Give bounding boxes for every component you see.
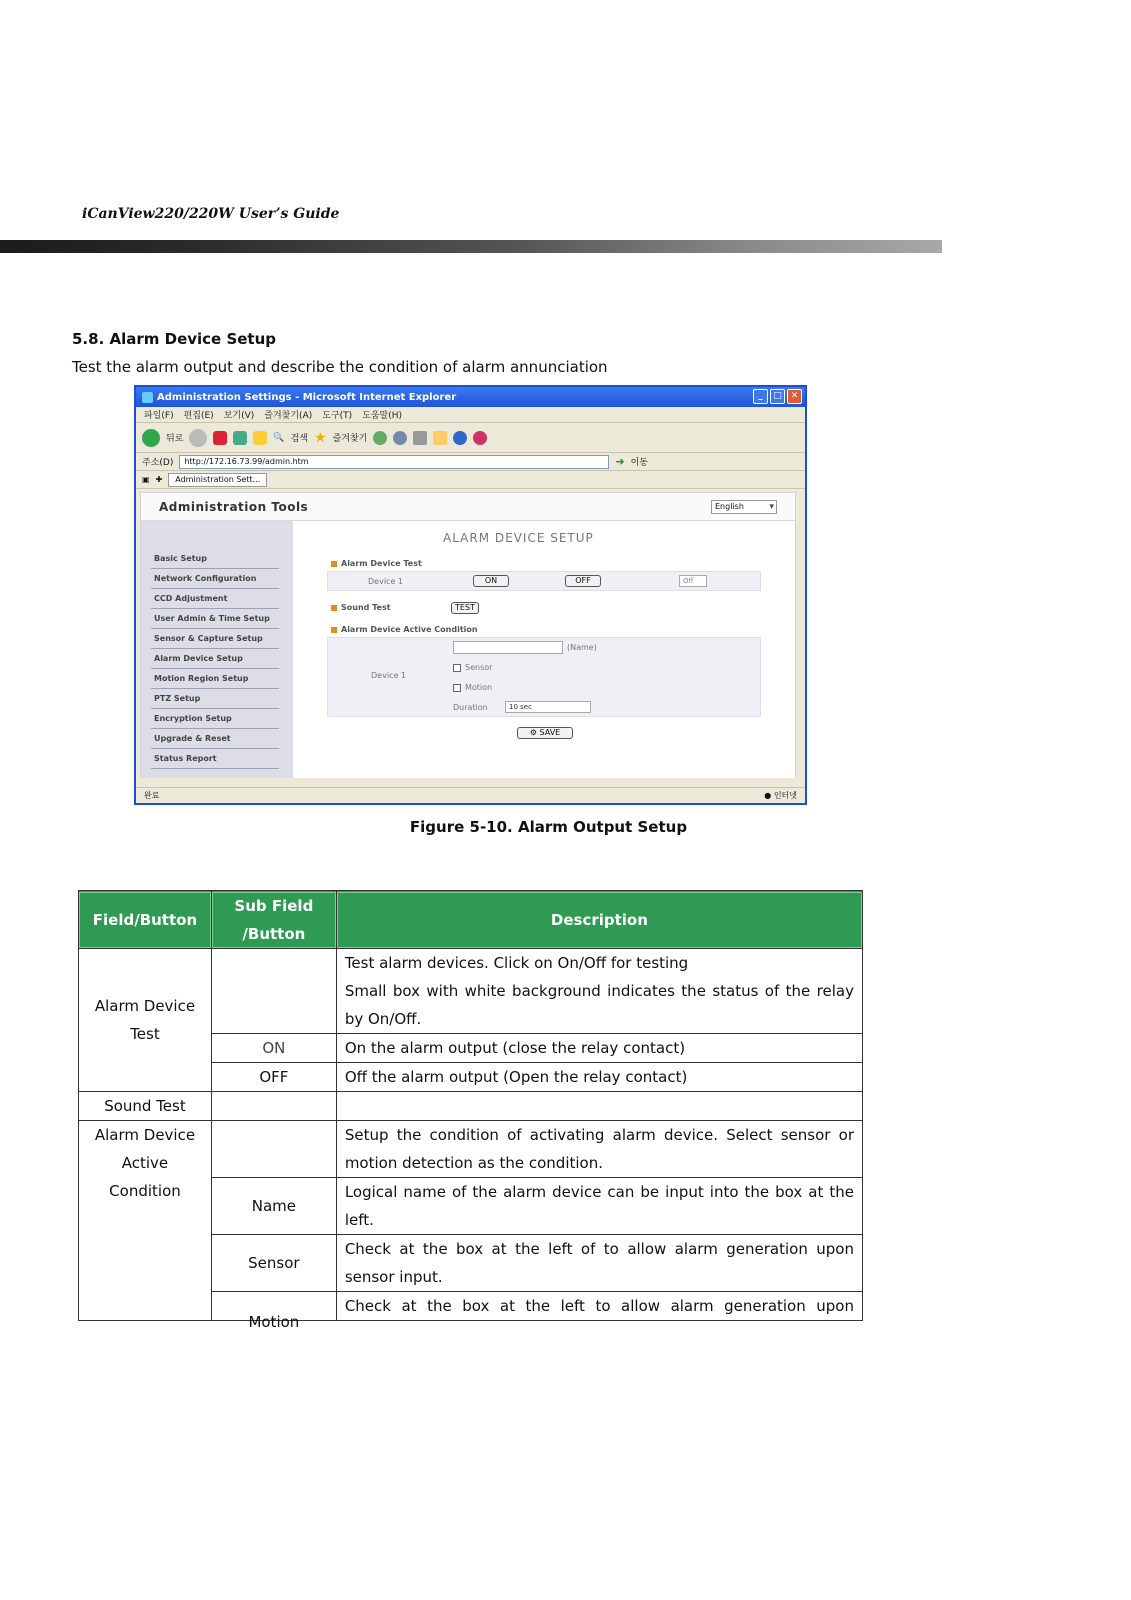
on-button[interactable]: ON bbox=[473, 575, 509, 587]
sub-empty bbox=[211, 1092, 336, 1121]
bullet-icon bbox=[331, 561, 337, 567]
menu-help[interactable]: 도움말(H) bbox=[362, 411, 403, 421]
status-zone: ● 인터넷 bbox=[764, 791, 797, 800]
desc-name: Logical name of the alarm device can be input into the box at the left. bbox=[336, 1178, 862, 1235]
field-alarm-device-active-condition: Alarm Device Active Condition bbox=[79, 1121, 212, 1321]
sidebar-item-encryption-setup[interactable]: Encryption Setup bbox=[151, 709, 279, 729]
sidebar-item-ptz-setup[interactable]: PTZ Setup bbox=[151, 689, 279, 709]
address-bar bbox=[136, 453, 805, 471]
document-header-title: iCanView220/220W User’s Guide bbox=[82, 206, 340, 222]
sound-test-button[interactable]: TEST bbox=[451, 602, 479, 614]
tab-list-icon[interactable]: ▣ bbox=[142, 475, 150, 484]
sidebar-item-sensor-capture-setup[interactable]: Sensor & Capture Setup bbox=[151, 629, 279, 649]
internet-globe-icon: ● bbox=[764, 791, 774, 800]
menu-favorites[interactable]: 즐겨찾기(A) bbox=[264, 411, 313, 421]
stop-icon[interactable] bbox=[213, 431, 227, 445]
figure-caption: Figure 5-10. Alarm Output Setup bbox=[409, 818, 688, 836]
sub-off: OFF bbox=[211, 1063, 336, 1092]
sidebar-item-ccd-adjustment[interactable]: CCD Adjustment bbox=[151, 589, 279, 609]
desc-on: On the alarm output (close the relay contact) bbox=[336, 1034, 862, 1063]
table-row bbox=[79, 1092, 863, 1121]
browser-status-bar bbox=[136, 787, 805, 803]
sub-empty bbox=[211, 1121, 336, 1178]
name-input[interactable] bbox=[453, 641, 563, 654]
sub-name: Name bbox=[211, 1178, 336, 1235]
print-icon[interactable] bbox=[413, 431, 427, 445]
back-arrow-icon[interactable] bbox=[142, 429, 160, 447]
sidebar-item-network-configuration[interactable]: Network Configuration bbox=[151, 569, 279, 589]
window-title-bar bbox=[136, 387, 805, 407]
sensor-checkbox[interactable] bbox=[453, 664, 461, 672]
desc-empty bbox=[336, 1092, 862, 1121]
section-description: Test the alarm output and describe the condition of alarm annunciation bbox=[72, 358, 608, 376]
tab-administration[interactable]: Administration Sett... bbox=[168, 473, 267, 487]
window-title: Administration Settings - Microsoft Internet Explorer bbox=[157, 391, 457, 403]
section-title: 5.8. Alarm Device Setup bbox=[72, 330, 277, 348]
sidebar bbox=[141, 521, 293, 778]
admin-header bbox=[141, 493, 795, 521]
forward-arrow-icon[interactable] bbox=[189, 429, 207, 447]
folder-icon[interactable] bbox=[433, 431, 447, 445]
bullet-icon bbox=[331, 605, 337, 611]
browser-window-screenshot bbox=[134, 385, 807, 805]
relay-status-box: Off bbox=[679, 575, 707, 587]
name-hint: (Name) bbox=[567, 643, 597, 652]
menu-file[interactable]: 파일(F) bbox=[144, 411, 174, 421]
header-field-button: Field/Button bbox=[79, 891, 212, 949]
back-label[interactable]: 뒤로 bbox=[166, 434, 184, 444]
desc-sensor: Check at the box at the left of to allow alarm generation upon sensor input. bbox=[336, 1235, 862, 1292]
alarm-setup-content bbox=[293, 521, 795, 778]
field-sound-test: Sound Test bbox=[79, 1092, 212, 1121]
search-icon[interactable]: 🔍 bbox=[273, 432, 285, 443]
off-button[interactable]: OFF bbox=[565, 575, 601, 587]
header-gradient-bar bbox=[0, 240, 942, 253]
bullet-icon bbox=[331, 627, 337, 633]
sensor-checkbox-row: Sensor bbox=[453, 663, 492, 672]
go-button[interactable]: 이동 bbox=[630, 458, 648, 468]
home-icon[interactable] bbox=[253, 431, 267, 445]
address-label: 주소(D) bbox=[142, 458, 174, 468]
history-icon[interactable] bbox=[373, 431, 387, 445]
browser-toolbar bbox=[136, 423, 805, 453]
menu-edit[interactable]: 편집(E) bbox=[183, 411, 214, 421]
save-button[interactable]: ⚙ SAVE bbox=[517, 727, 573, 739]
messenger-icon[interactable] bbox=[473, 431, 487, 445]
alarm-test-section-label: Alarm Device Test bbox=[331, 559, 422, 568]
mail-icon[interactable] bbox=[393, 431, 407, 445]
language-select[interactable]: English ▾ bbox=[711, 500, 777, 514]
sidebar-item-upgrade-reset[interactable]: Upgrade & Reset bbox=[151, 729, 279, 749]
favorites-label[interactable]: 즐겨찾기 bbox=[332, 434, 368, 444]
menu-bar bbox=[136, 407, 805, 423]
bluetooth-icon[interactable] bbox=[453, 431, 467, 445]
motion-checkbox[interactable] bbox=[453, 684, 461, 692]
menu-tools[interactable]: 도구(T) bbox=[322, 411, 353, 421]
status-done: 완료 bbox=[144, 791, 160, 800]
save-gear-icon: ⚙ bbox=[529, 728, 540, 737]
sidebar-item-status-report[interactable]: Status Report bbox=[151, 749, 279, 769]
desc-motion: Check at the box at the left to allow alarm generation upon bbox=[336, 1292, 862, 1321]
sidebar-item-user-admin-time-setup[interactable]: User Admin & Time Setup bbox=[151, 609, 279, 629]
desc-alarm-test: Test alarm devices. Click on On/Off for testing Small box with white background indicates the status of the relay by On/Off. bbox=[336, 949, 862, 1034]
motion-checkbox-row: Motion bbox=[453, 683, 492, 692]
tab-bar bbox=[136, 471, 805, 489]
search-label[interactable]: 검색 bbox=[290, 434, 308, 444]
go-arrow-icon[interactable]: ➜ bbox=[615, 455, 625, 468]
header-description: Description bbox=[336, 891, 862, 949]
sound-test-section-label: Sound Test bbox=[331, 603, 391, 612]
maximize-icon[interactable]: □ bbox=[770, 389, 785, 404]
field-alarm-device-test: Alarm Device Test bbox=[79, 949, 212, 1092]
sub-on: ON bbox=[211, 1034, 336, 1063]
active-condition-section-label: Alarm Device Active Condition bbox=[331, 625, 478, 634]
table-row bbox=[79, 949, 863, 1034]
condition-device-label: Device 1 bbox=[371, 671, 406, 680]
refresh-icon[interactable] bbox=[233, 431, 247, 445]
sub-empty bbox=[211, 949, 336, 1034]
admin-title: Administration Tools bbox=[159, 499, 309, 514]
table-header-row bbox=[79, 891, 863, 949]
duration-label: Duration bbox=[453, 703, 488, 712]
device-label: Device 1 bbox=[368, 577, 403, 586]
page-title: ALARM DEVICE SETUP bbox=[443, 531, 594, 545]
desc-active-condition: Setup the condition of activating alarm device. Select sensor or motion detection as the condition. bbox=[336, 1121, 862, 1178]
internet-explorer-icon bbox=[142, 392, 153, 403]
header-sub-field: Sub Field /Button bbox=[211, 891, 336, 949]
sidebar-item-alarm-device-setup[interactable]: Alarm Device Setup bbox=[151, 649, 279, 669]
new-tab-icon[interactable]: ✚ bbox=[155, 475, 163, 484]
favorites-star-icon[interactable]: ★ bbox=[314, 429, 327, 446]
sub-sensor: Sensor bbox=[211, 1235, 336, 1292]
field-description-table bbox=[78, 890, 863, 1331]
menu-view[interactable]: 보기(V) bbox=[223, 411, 255, 421]
address-input[interactable]: http://172.16.73.99/admin.htm bbox=[179, 455, 609, 469]
duration-select[interactable]: 10 sec bbox=[505, 701, 591, 713]
desc-off: Off the alarm output (Open the relay contact) bbox=[336, 1063, 862, 1092]
minimize-icon[interactable]: _ bbox=[753, 389, 768, 404]
sidebar-item-motion-region-setup[interactable]: Motion Region Setup bbox=[151, 669, 279, 689]
sub-motion: Motion bbox=[211, 1292, 336, 1321]
web-page bbox=[140, 492, 796, 777]
close-icon[interactable]: ✕ bbox=[787, 389, 802, 404]
sidebar-item-basic-setup[interactable]: Basic Setup bbox=[151, 549, 279, 569]
table-row bbox=[79, 1121, 863, 1178]
